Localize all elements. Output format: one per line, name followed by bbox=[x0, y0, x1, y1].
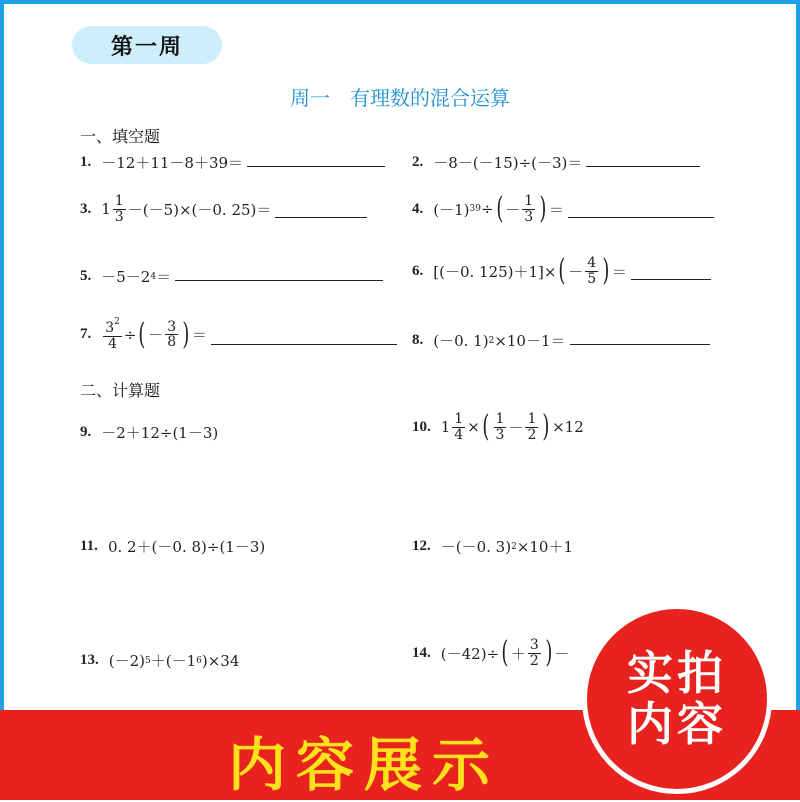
fraction: $\frac{1}{3}$ bbox=[524, 193, 534, 225]
answer-blank[interactable] bbox=[631, 278, 711, 280]
question-expression: (－42)÷ bbox=[440, 644, 500, 663]
mixed-number-whole: 1 bbox=[101, 200, 111, 219]
question-number: 10. bbox=[412, 418, 431, 435]
equals: ＝ bbox=[156, 268, 172, 286]
question-number: 12. bbox=[412, 538, 431, 554]
fraction: $\frac{1}{3}$ bbox=[495, 411, 505, 443]
question-11 bbox=[80, 536, 265, 557]
left-paren: ( bbox=[501, 635, 509, 671]
right-paren: ) bbox=[545, 635, 553, 671]
question-expression: －5－2 bbox=[101, 268, 151, 286]
question-number: 11. bbox=[80, 538, 98, 554]
sign: ＋ bbox=[510, 644, 526, 663]
question-expression-tail: )×34 bbox=[201, 651, 240, 670]
section-calculation-heading: 二、计算题 bbox=[80, 381, 161, 400]
question-expression: －(－0. 3) bbox=[440, 538, 512, 556]
exponent: 39 bbox=[469, 204, 481, 215]
answer-blank[interactable] bbox=[247, 165, 385, 167]
question-5 bbox=[80, 266, 383, 287]
question-expression-tail: ×10＋1 bbox=[516, 538, 574, 556]
question-1 bbox=[80, 152, 385, 173]
question-number: 13. bbox=[80, 652, 99, 668]
equals: ＝ bbox=[548, 200, 564, 219]
question-expression: (－2) bbox=[108, 652, 145, 670]
operator: ÷ bbox=[123, 325, 137, 344]
question-expression-mid: ＋(－1 bbox=[150, 652, 197, 670]
question-expression: －12＋11－8＋39＝ bbox=[101, 154, 244, 172]
sign: － bbox=[568, 262, 584, 281]
lesson-title: 周一 有理数的混合运算 bbox=[290, 86, 510, 110]
question-number: 3. bbox=[80, 200, 92, 217]
left-paren: ( bbox=[138, 316, 146, 352]
week-tab: 第一周 bbox=[72, 26, 222, 64]
answer-blank[interactable] bbox=[570, 343, 710, 345]
answer-blank[interactable] bbox=[275, 216, 367, 218]
question-number: 6. bbox=[412, 262, 424, 279]
power-base: (－1) bbox=[433, 200, 470, 219]
question-3 bbox=[80, 194, 367, 224]
question-expression: －2＋12÷(1－3) bbox=[101, 424, 219, 442]
question-13 bbox=[80, 650, 239, 671]
left-paren: ( bbox=[495, 191, 503, 227]
fraction: $\frac{1}{2}$ bbox=[527, 411, 537, 443]
fraction: $\frac{1}{3}$ bbox=[114, 193, 124, 225]
right-paren: ) bbox=[182, 316, 190, 352]
answer-blank[interactable] bbox=[175, 279, 383, 281]
fraction: $\frac{3}{2}$ bbox=[529, 637, 539, 669]
section-fill-in-heading: 一、填空题 bbox=[80, 127, 161, 146]
question-10 bbox=[412, 409, 584, 445]
question-2 bbox=[412, 152, 700, 173]
question-expression-tail: － bbox=[554, 644, 570, 663]
banner-text: 内容展示 bbox=[228, 731, 501, 799]
exponent: 6 bbox=[196, 655, 202, 666]
answer-blank[interactable] bbox=[211, 343, 397, 345]
answer-blank[interactable] bbox=[568, 216, 714, 218]
stamp-line-1: 实拍 bbox=[627, 646, 727, 701]
question-number: 8. bbox=[412, 332, 424, 348]
real-photo-stamp bbox=[582, 604, 772, 794]
question-expression-tail: ×12 bbox=[552, 418, 584, 437]
question-8 bbox=[412, 330, 710, 351]
question-7 bbox=[80, 318, 397, 351]
right-paren: ) bbox=[602, 253, 610, 289]
left-paren: ( bbox=[482, 409, 490, 445]
operator: － bbox=[508, 418, 524, 437]
exponent: 2 bbox=[488, 335, 495, 346]
answer-blank[interactable] bbox=[586, 165, 700, 167]
question-expression: －(－5)×(－0. 25)＝ bbox=[127, 200, 272, 219]
question-number: 7. bbox=[80, 326, 92, 343]
equals: ＝ bbox=[191, 326, 207, 345]
left-paren: ( bbox=[558, 253, 566, 289]
question-number: 9. bbox=[80, 424, 92, 440]
question-number: 4. bbox=[412, 200, 424, 217]
equals: ＝ bbox=[611, 262, 627, 281]
question-expression: (－0. 1) bbox=[433, 332, 489, 350]
operator: × bbox=[467, 418, 480, 437]
question-12 bbox=[412, 536, 573, 557]
question-9 bbox=[80, 422, 218, 443]
question-14 bbox=[412, 635, 570, 671]
question-number: 5. bbox=[80, 268, 92, 284]
fraction: $\frac{1}{4}$ bbox=[454, 411, 464, 443]
exponent: 2 bbox=[511, 541, 517, 552]
operator: ÷ bbox=[480, 200, 494, 219]
question-4 bbox=[412, 191, 714, 227]
question-expression: －8－(－15)÷(－3)＝ bbox=[433, 154, 583, 172]
fraction: $\frac{3^2}{4}$ bbox=[105, 317, 120, 352]
exponent: 5 bbox=[145, 655, 151, 666]
mixed-number-whole: 1 bbox=[440, 418, 451, 437]
question-number: 14. bbox=[412, 644, 431, 661]
sign: － bbox=[148, 326, 164, 345]
right-paren: ) bbox=[542, 409, 550, 445]
question-expression: [(－0. 125)＋1]× bbox=[433, 262, 557, 281]
question-expression-tail: ×10－1＝ bbox=[494, 332, 566, 350]
question-expression: 0. 2＋(－0. 8)÷(1－3) bbox=[107, 538, 266, 556]
fraction: $\frac{4}{5}$ bbox=[587, 255, 597, 287]
exponent: 4 bbox=[150, 271, 157, 282]
question-6 bbox=[412, 253, 711, 289]
stamp-line-2: 内容 bbox=[627, 697, 727, 751]
question-number: 1. bbox=[80, 154, 92, 170]
question-number: 2. bbox=[412, 154, 424, 170]
sign: － bbox=[505, 200, 521, 219]
right-paren: ) bbox=[539, 191, 547, 227]
fraction: $\frac{3}{8}$ bbox=[167, 318, 177, 351]
